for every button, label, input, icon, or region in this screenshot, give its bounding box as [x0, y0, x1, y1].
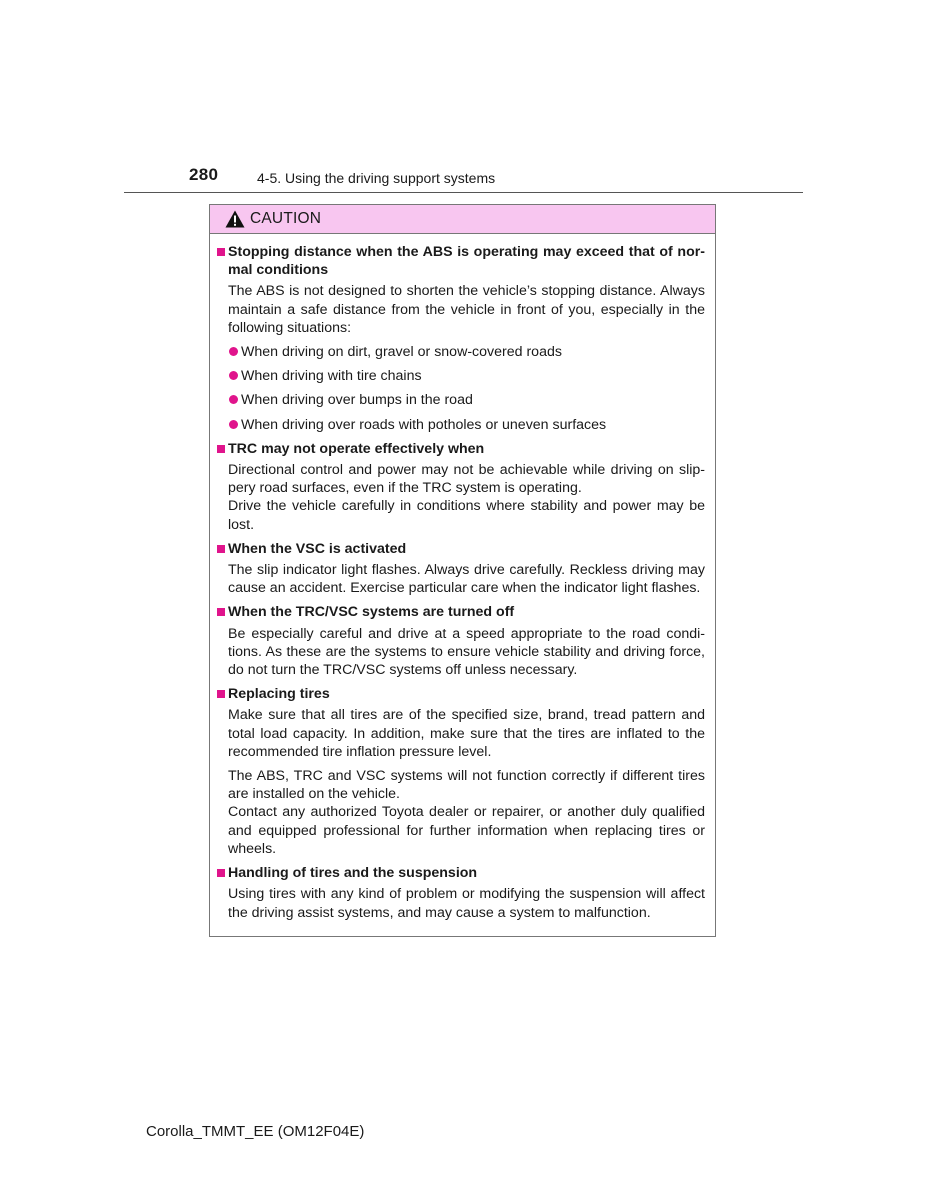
- circle-bullet-icon: [229, 395, 238, 404]
- section-heading: Replacing tires: [215, 685, 705, 703]
- square-bullet-icon: [217, 608, 225, 616]
- bullet-list: [215, 343, 705, 434]
- section-paragraph: The ABS is not designed to shorten the vehicle’s stopping distance. Always maintain a safe distance from the vehicle in front of you, especially in the following situations:: [228, 283, 705, 336]
- section-heading: Handling of tires and the suspension: [215, 864, 705, 882]
- page-number: 280: [189, 165, 219, 184]
- caution-box: [209, 204, 716, 937]
- section-title: 4-5. Using the driving support systems: [257, 170, 496, 186]
- footer-doc-id: Corolla_TMMT_EE (OM12F04E): [146, 1123, 365, 1140]
- section-heading: Stopping distance when the ABS is operating may exceed that of nor-mal conditions: [215, 243, 705, 279]
- section-paragraph: Using tires with any kind of problem or modifying the suspension will affect the driving assist systems, and may cause a system to malfunction.: [228, 886, 705, 921]
- section-heading: When the TRC/VSC systems are turned off: [215, 603, 705, 621]
- circle-bullet-icon: [229, 347, 238, 356]
- header-rule: [124, 192, 803, 193]
- caution-header: [210, 205, 715, 234]
- square-bullet-icon: [217, 690, 225, 698]
- caution-title: CAUTION: [250, 210, 322, 227]
- list-item: When driving with tire chains: [228, 367, 705, 385]
- list-item: When driving on dirt, gravel or snow-covered roads: [228, 343, 705, 361]
- square-bullet-icon: [217, 445, 225, 453]
- warning-icon: [225, 210, 245, 228]
- caution-body: [210, 234, 715, 922]
- list-item: When driving over bumps in the road: [228, 391, 705, 409]
- section-heading: When the VSC is activated: [215, 540, 705, 558]
- section-paragraph: The ABS, TRC and VSC systems will not function correctly if different tires are installed on the vehicle. Contact any authorized Toyota dealer or repairer, or another duly qualified and equipped professional for further information when replacing tires or wheels.: [228, 768, 705, 857]
- circle-bullet-icon: [229, 371, 238, 380]
- square-bullet-icon: [217, 248, 225, 256]
- square-bullet-icon: [217, 869, 225, 877]
- section-heading: TRC may not operate effectively when: [215, 440, 705, 458]
- section-paragraph: Directional control and power may not be achievable while driving on slip-pery road surfaces, even if the TRC system is operating. Drive the vehicle carefully in conditions where stability and power may be lost.: [228, 462, 705, 533]
- list-item: When driving over roads with potholes or uneven surfaces: [228, 416, 705, 434]
- section-paragraph: Make sure that all tires are of the specified size, brand, tread pattern and total load capacity. In addition, make sure that the tires are inflated to the recommended tire inflation pressure level.: [228, 707, 705, 760]
- circle-bullet-icon: [229, 420, 238, 429]
- square-bullet-icon: [217, 545, 225, 553]
- section-paragraph: Be especially careful and drive at a speed appropriate to the road condi-tions. As these are the systems to ensure vehicle stability and driving force, do not turn the TRC/VSC systems off unless necessary.: [228, 625, 705, 679]
- section-paragraph: The slip indicator light flashes. Always drive carefully. Reckless driving may cause an accident. Exercise particular care when the indicator light flashes.: [228, 562, 705, 597]
